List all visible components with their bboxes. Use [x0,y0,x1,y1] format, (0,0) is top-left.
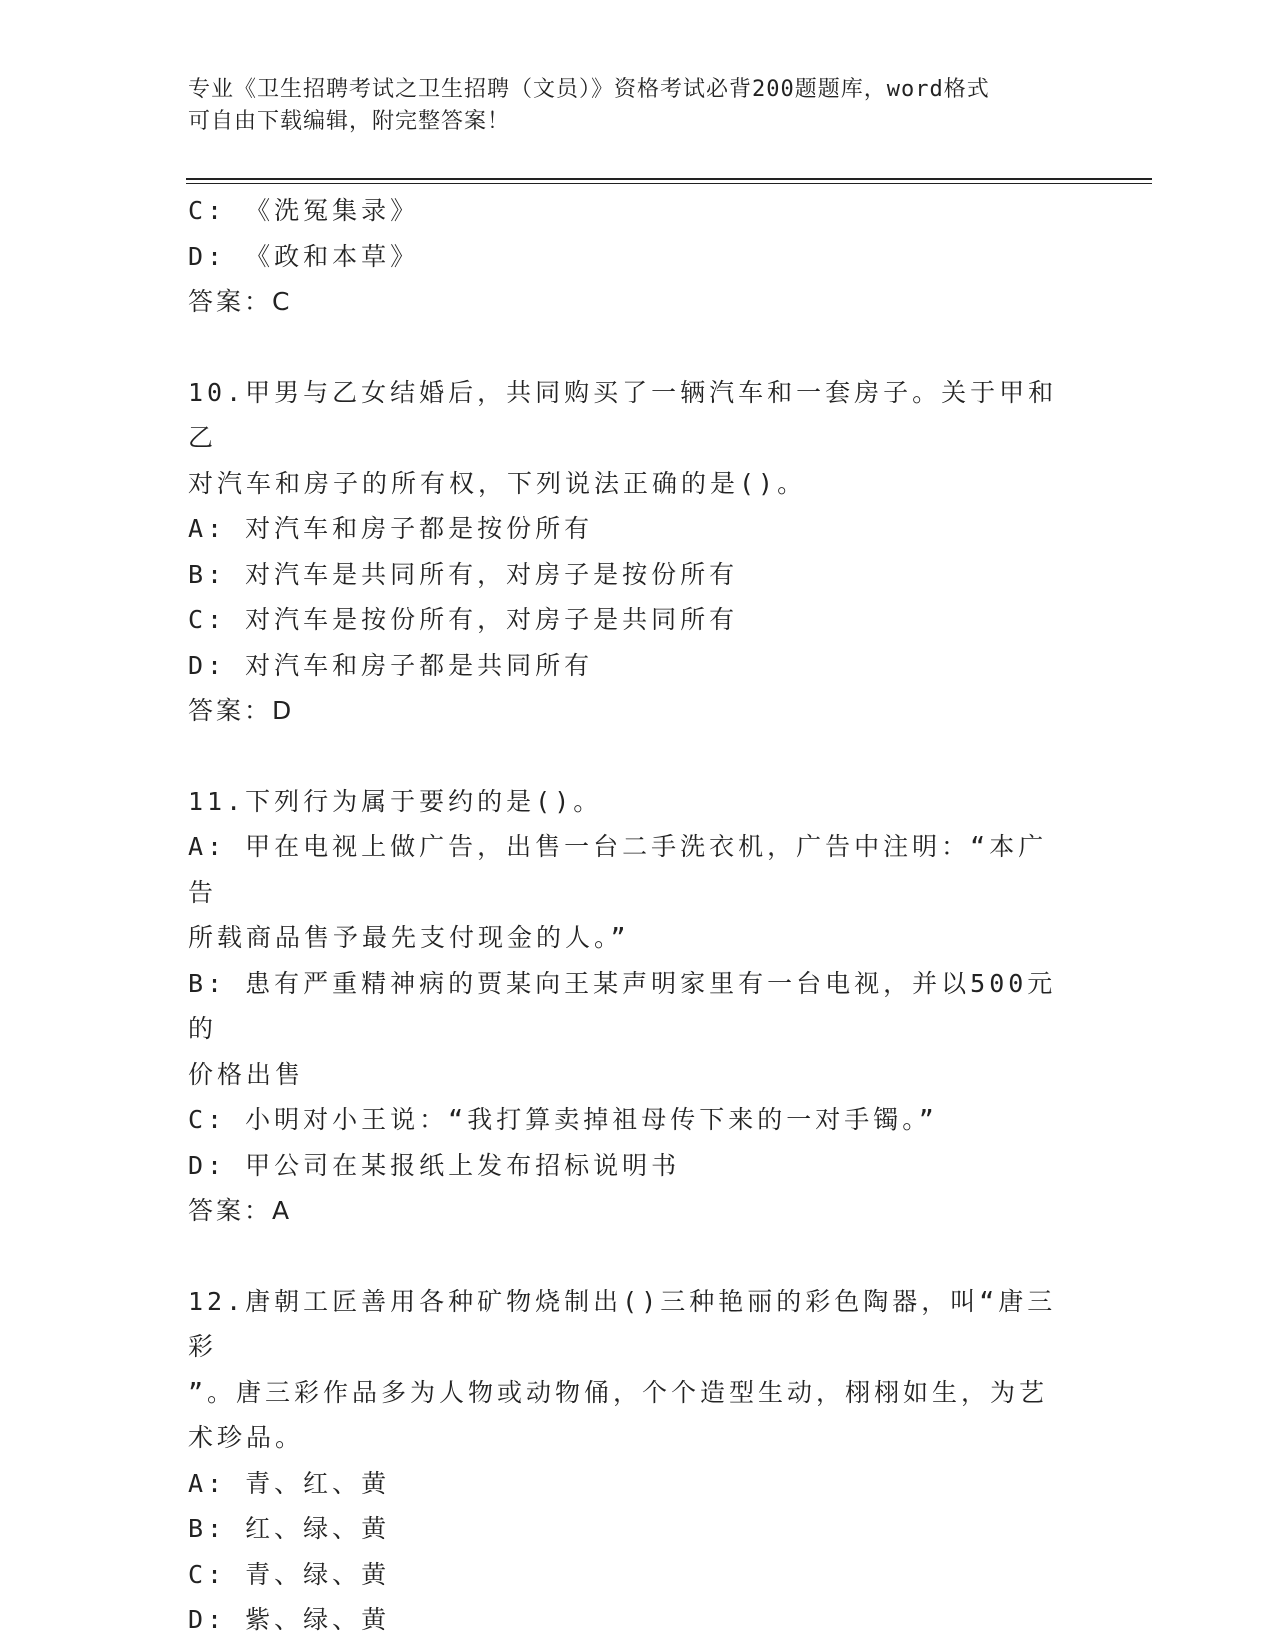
question-stem-continued: ”。唐三彩作品多为人物或动物俑，个个造型生动，栩栩如生，为艺 [188,1377,1049,1407]
spacer [188,325,1068,370]
question-12-block [188,1279,1068,1643]
answer-line: 答案：D [188,696,295,725]
header-title-line-1: 专业《卫生招聘考试之卫生招聘（文员）》资格考试必背200题题库，word格式 [188,77,990,102]
option-c: C: 青、绿、黄 [188,1559,391,1589]
spacer [188,734,1068,779]
header-title-line-2: 可自由下载编辑，附完整答案！ [188,109,511,134]
question-stem: 12.唐朝工匠善用各种矿物烧制出()三种艳丽的彩色陶器，叫“唐三彩 [188,1286,1057,1361]
question-content [188,188,1068,1643]
page-header [188,74,1068,138]
question-stem: 10.甲男与乙女结婚后，共同购买了一辆汽车和一套房子。关于甲和乙 [188,377,1058,452]
question-10-block [188,370,1068,734]
question-stem-continued: 对汽车和房子的所有权，下列说法正确的是()。 [188,468,807,498]
option-d: D: 《政和本草》 [188,241,420,271]
option-d: D: 对汽车和房子都是共同所有 [188,650,594,680]
option-c: C: 对汽车是按份所有，对房子是共同所有 [188,605,739,634]
option-a: A: 甲在电视上做广告，出售一台二手洗衣机，广告中注明：“本广告 [188,832,1048,907]
option-b: B: 红、绿、黄 [188,1514,391,1543]
option-a: A: 青、红、黄 [188,1468,391,1498]
option-b: B: 对汽车是共同所有，对房子是按份所有 [188,559,739,589]
option-c: C: 《洗冤集录》 [188,196,420,225]
header-divider-thick [186,178,1152,180]
option-d: D: 甲公司在某报纸上发布招标说明书 [188,1150,681,1180]
option-d: D: 紫、绿、黄 [188,1605,391,1634]
answer-line: 答案：C [188,287,293,316]
answer-line: 答案：A [188,1196,293,1225]
option-b-continued: 价格出售 [188,1059,305,1089]
header-divider-thin [186,183,1152,184]
option-a-continued: 所载商品售予最先支付现金的人。” [188,923,630,952]
option-c: C: 小明对小王说：“我打算卖掉祖母传下来的一对手镯。” [188,1105,938,1134]
question-stem: 11.下列行为属于要约的是()。 [188,786,603,816]
option-b: B: 患有严重精神病的贾某向王某声明家里有一台电视，并以500元的 [188,968,1057,1043]
question-stem-continued: 术珍品。 [188,1423,305,1452]
spacer [188,1234,1068,1279]
question-11-block [188,779,1068,1234]
previous-question-block [188,188,1068,325]
option-a: A: 对汽车和房子都是按份所有 [188,514,594,543]
